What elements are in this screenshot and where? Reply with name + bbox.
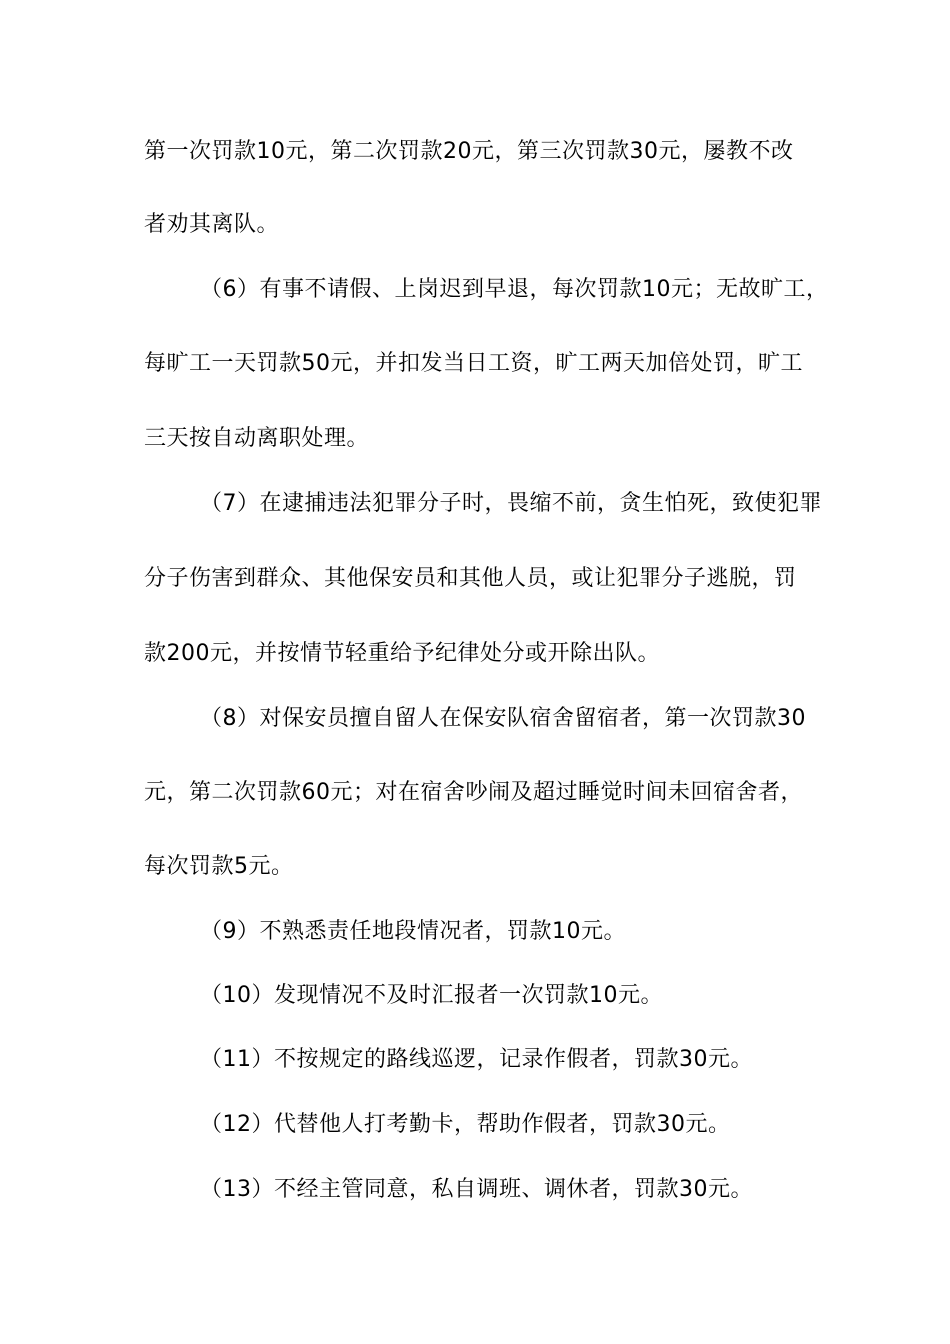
text-line: 者劝其离队。 (144, 212, 280, 237)
text-line: 第一次罚款10元，第二次罚款20元，第三次罚款30元，屡教不改 (144, 139, 794, 164)
text-line: 元，第二次罚款60元；对在宿舍吵闹及超过睡觉时间未回宿舍者， (144, 780, 803, 805)
paragraph-10: （10）发现情况不及时汇报者一次罚款10元。 (200, 983, 663, 1008)
paragraph-11: （11）不按规定的路线巡逻，记录作假者，罚款30元。 (200, 1047, 753, 1072)
text-line: 每次罚款5元。 (144, 854, 294, 879)
text-line: 分子伤害到群众、其他保安员和其他人员，或让犯罪分子逃脱，罚 (144, 566, 797, 591)
text-line: 三天按自动离职处理。 (144, 426, 370, 451)
paragraph-8-start: （8）对保安员擅自留人在保安队宿舍留宿者，第一次罚款30 (200, 706, 806, 731)
paragraph-7-start: （7）在逮捕违法犯罪分子时，畏缩不前，贪生怕死，致使犯罪 (200, 491, 822, 516)
paragraph-12: （12）代替他人打考勤卡，帮助作假者，罚款30元。 (200, 1112, 731, 1137)
text-line: 每旷工一天罚款50元，并扣发当日工资，旷工两天加倍处罚，旷工 (144, 351, 803, 376)
text-line: 款200元，并按情节轻重给予纪律处分或开除出队。 (144, 641, 660, 666)
paragraph-9: （9）不熟悉责任地段情况者，罚款10元。 (200, 919, 626, 944)
paragraph-6-start: （6）有事不请假、上岗迟到早退，每次罚款10元；无故旷工， (200, 277, 829, 302)
paragraph-13: （13）不经主管同意，私自调班、调休者，罚款30元。 (200, 1177, 753, 1202)
